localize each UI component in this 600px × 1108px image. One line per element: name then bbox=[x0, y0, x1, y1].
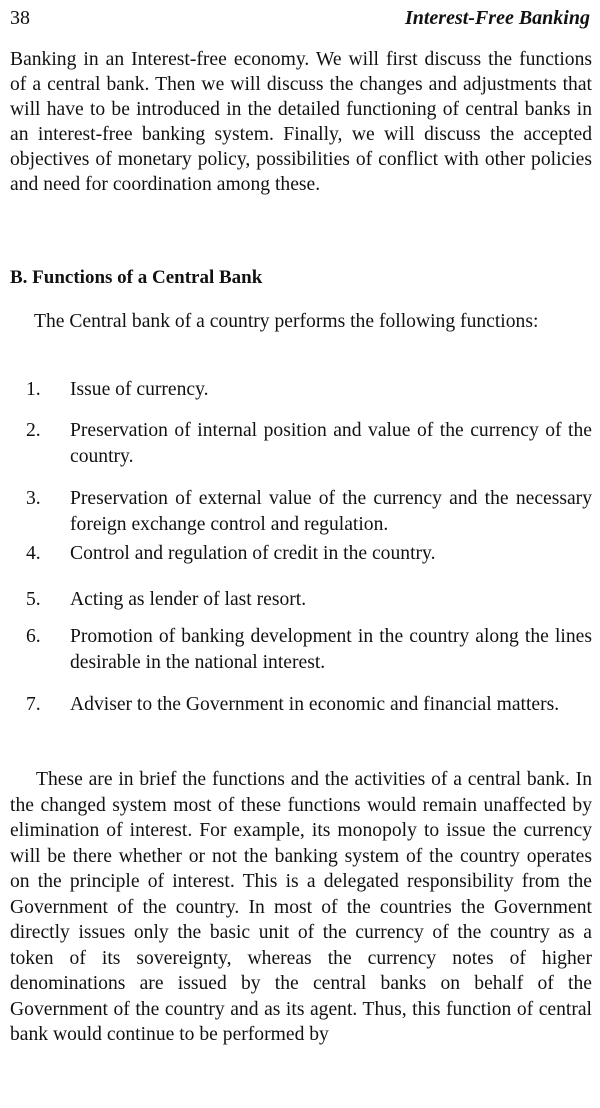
list-item-number: 4. bbox=[26, 543, 41, 564]
list-item bbox=[26, 587, 592, 613]
list-item bbox=[26, 692, 592, 718]
list-item bbox=[26, 541, 592, 567]
list-item-text: Issue of currency. bbox=[70, 379, 209, 400]
list-item-text: Acting as lender of last resort. bbox=[70, 589, 307, 610]
closing-paragraph: These are in brief the functions and the activities of a central bank. In the changed system most of these functions would remain unaffected by elimination of interest. For example, its monopoly to issue the currency will be there whether or not the banking system of the country operates on the principle of interest. This is a delegated responsibility from the Government of the country. In most of the countries the Government directly issues only the basic unit of the currency of the country as a token of its sovereignty, whereas the currency notes of higher denominations are issued by the central banks on behalf of the Government of the country and as its agent. Thus, this function of central bank would continue to be performed by bbox=[10, 769, 592, 1045]
list-item-number: 1. bbox=[26, 379, 41, 400]
list-item-text: Control and regulation of credit in the country. bbox=[70, 543, 436, 564]
list-item-number: 2. bbox=[26, 420, 41, 441]
list-item-number: 7. bbox=[26, 694, 41, 715]
list-item bbox=[26, 486, 592, 538]
list-item-text: Adviser to the Government in economic and financial matters. bbox=[70, 694, 560, 715]
list-item-number: 5. bbox=[26, 589, 41, 610]
list-item-number: 3. bbox=[26, 488, 41, 509]
running-title: Interest-Free Banking bbox=[404, 7, 590, 29]
section-heading: B. Functions of a Central Bank bbox=[10, 267, 263, 288]
list-item-text: Promotion of banking development in the country along the lines desirable in the national interest. bbox=[70, 626, 592, 673]
lead-paragraph: The Central bank of a country performs the following functions: bbox=[34, 311, 539, 332]
running-head bbox=[10, 4, 590, 32]
list-item bbox=[26, 377, 592, 403]
list-item-text: Preservation of external value of the currency and the necessary foreign exchange control and regulation. bbox=[70, 488, 592, 535]
page-number: 38 bbox=[10, 7, 30, 29]
list-item bbox=[26, 418, 592, 470]
list-item-number: 6. bbox=[26, 626, 41, 647]
intro-paragraph: Banking in an Interest-free economy. We will first discuss the functions of a central bank. Then we will discuss the changes and adjustments that will have to be introduced in the detailed functioning of central banks in an interest-free banking system. Finally, we will discuss the accepted objectives of monetary policy, possibilities of conflict with other policies and need for coordination among these. bbox=[10, 49, 592, 195]
list-item bbox=[26, 624, 592, 676]
list-item-text: Preservation of internal position and value of the currency of the country. bbox=[70, 420, 592, 467]
